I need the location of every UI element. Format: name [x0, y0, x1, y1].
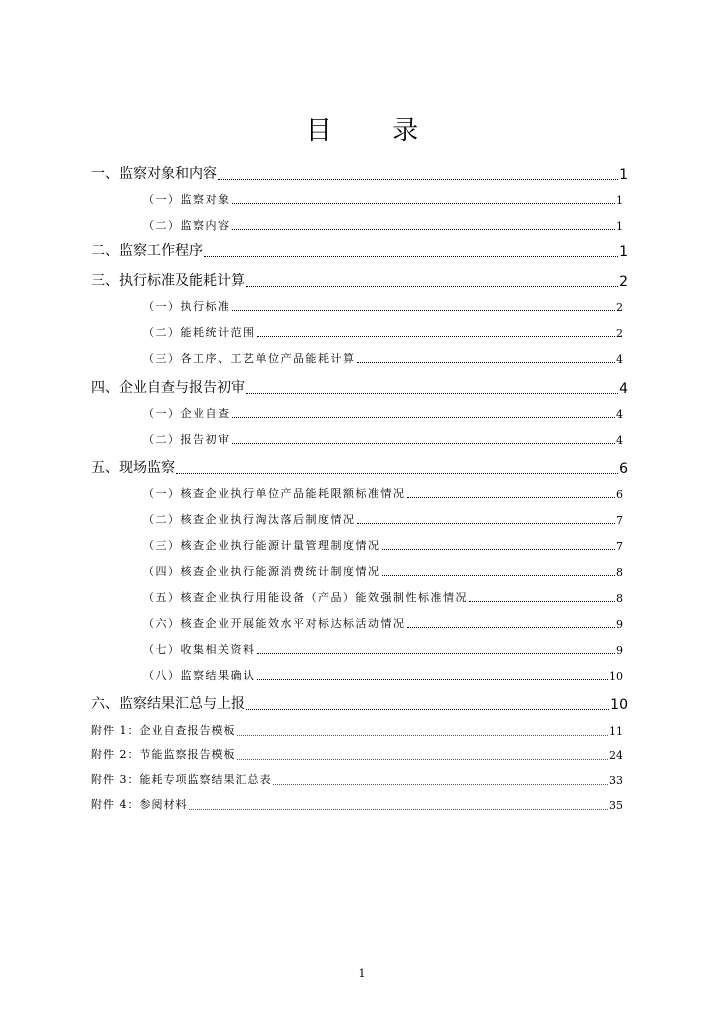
toc-entry[interactable]: [91, 270, 628, 290]
toc-entry-page: 4: [616, 434, 623, 447]
toc-leader: [204, 256, 618, 257]
toc-entry[interactable]: [143, 641, 623, 657]
toc-leader: [176, 473, 618, 474]
toc-leader: [357, 362, 616, 363]
toc-entry[interactable]: [91, 457, 628, 477]
toc-leader: [257, 653, 616, 654]
toc-leader: [232, 229, 616, 230]
toc-leader: [232, 310, 616, 311]
toc-leader: [237, 759, 609, 760]
toc-entry-label: （一）监察对象: [143, 193, 231, 206]
toc-leader: [382, 575, 616, 576]
toc-entry-page: 2: [619, 274, 628, 290]
toc-entry-label: 附件 2：节能监察报告模板: [91, 748, 236, 761]
toc-entry[interactable]: [91, 746, 623, 762]
toc-entry-label: 二、监察工作程序: [91, 243, 203, 259]
toc-entry-label: 附件 1：企业自查报告模板: [91, 724, 236, 737]
toc-entry-label: （二）能耗统计范围: [143, 326, 256, 339]
toc-entry-label: （三）核查企业执行能源计量管理制度情况: [143, 539, 381, 552]
toc-entry[interactable]: [143, 324, 623, 340]
toc-entry-page: 4: [616, 408, 623, 421]
toc-leader: [189, 809, 609, 810]
toc-entry-page: 33: [609, 774, 623, 787]
toc-entry-label: 附件 4：参阅材料: [91, 798, 188, 811]
toc-entry[interactable]: [143, 217, 623, 233]
toc-leader: [218, 179, 618, 180]
toc-entry[interactable]: [143, 431, 623, 447]
toc-entry-page: 9: [616, 644, 623, 657]
toc-leader: [232, 417, 616, 418]
toc-entry-label: （一）执行标准: [143, 300, 231, 313]
toc-leader: [232, 203, 616, 204]
toc-entry-label: 六、监察结果汇总与上报: [91, 696, 245, 712]
toc-leader: [407, 497, 616, 498]
toc-entry-page: 10: [609, 670, 623, 683]
toc-leader: [469, 601, 615, 602]
toc-entry-page: 6: [619, 461, 628, 477]
toc-entry-page: 1: [616, 194, 623, 207]
toc-entry-label: （二）核查企业执行淘汰落后制度情况: [143, 513, 356, 526]
toc-entry[interactable]: [91, 693, 628, 713]
page-title: 目 录: [305, 116, 445, 146]
toc-entry[interactable]: [143, 485, 623, 501]
toc-entry[interactable]: [143, 563, 623, 579]
toc-leader: [237, 735, 609, 736]
toc-entry-label: （六）核查企业开展能效水平对标达标活动情况: [143, 617, 406, 630]
toc-entry-page: 35: [609, 799, 623, 812]
toc-leader: [246, 393, 618, 394]
toc-entry-page: 24: [609, 749, 623, 762]
toc-entry[interactable]: [143, 191, 623, 207]
toc-entry[interactable]: [91, 163, 628, 183]
toc-leader: [382, 549, 616, 550]
toc-leader: [232, 443, 616, 444]
toc-entry-page: 6: [616, 488, 623, 501]
toc-leader: [257, 336, 616, 337]
toc-entry-page: 2: [616, 327, 623, 340]
toc-entry-label: （二）监察内容: [143, 219, 231, 232]
toc-entry-page: 4: [616, 353, 623, 366]
toc-entry[interactable]: [143, 511, 623, 527]
toc-leader: [246, 709, 609, 710]
toc-entry-label: 五、现场监察: [91, 460, 175, 476]
toc-entry-label: （一）企业自查: [143, 407, 231, 420]
toc-leader: [273, 784, 609, 785]
toc-entry-page: 4: [619, 381, 628, 397]
toc-entry[interactable]: [143, 667, 623, 683]
toc-entry-page: 7: [616, 540, 623, 553]
toc-entry-page: 8: [616, 592, 623, 605]
toc-entry-label: （七）收集相关资料: [143, 643, 256, 656]
toc-entry-label: 三、执行标准及能耗计算: [91, 273, 245, 289]
toc-entry-page: 10: [610, 697, 628, 713]
toc-entry-page: 1: [616, 220, 623, 233]
toc-entry-label: （二）报告初审: [143, 433, 231, 446]
toc-entry-label: 附件 3：能耗专项监察结果汇总表: [91, 773, 272, 786]
toc-leader: [257, 679, 609, 680]
toc-entry[interactable]: [143, 615, 623, 631]
toc-entry-label: （八）监察结果确认: [143, 669, 256, 682]
toc-entry-page: 1: [619, 167, 628, 183]
toc-entry-page: 8: [616, 566, 623, 579]
toc-entry-label: （三）各工序、工艺单位产品能耗计算: [143, 352, 356, 365]
toc-entry[interactable]: [91, 377, 628, 397]
toc-entry[interactable]: [91, 722, 623, 738]
toc-entry[interactable]: [143, 537, 623, 553]
toc-entry-page: 7: [616, 514, 623, 527]
toc-entry-page: 2: [616, 301, 623, 314]
toc-entry-label: 四、企业自查与报告初审: [91, 380, 245, 396]
toc-leader: [246, 286, 618, 287]
toc-entry-label: （五）核查企业执行用能设备（产品）能效强制性标准情况: [143, 591, 468, 604]
toc-entry[interactable]: [143, 589, 623, 605]
page-number: 1: [358, 967, 366, 980]
toc-entry[interactable]: [143, 405, 623, 421]
toc-entry[interactable]: [91, 240, 628, 260]
toc-leader: [407, 627, 616, 628]
toc-entry-page: 1: [619, 244, 628, 260]
toc-entry[interactable]: [143, 298, 623, 314]
toc-leader: [357, 523, 616, 524]
toc-entry-label: （四）核查企业执行能源消费统计制度情况: [143, 565, 381, 578]
toc-entry[interactable]: [143, 350, 623, 366]
toc-entry-page: 11: [609, 725, 623, 738]
toc-entry-label: （一）核查企业执行单位产品能耗限额标准情况: [143, 487, 406, 500]
toc-entry-label: 一、监察对象和内容: [91, 166, 217, 182]
toc-entry[interactable]: [91, 796, 623, 812]
toc-entry-page: 9: [616, 618, 623, 631]
toc-entry[interactable]: [91, 771, 623, 787]
